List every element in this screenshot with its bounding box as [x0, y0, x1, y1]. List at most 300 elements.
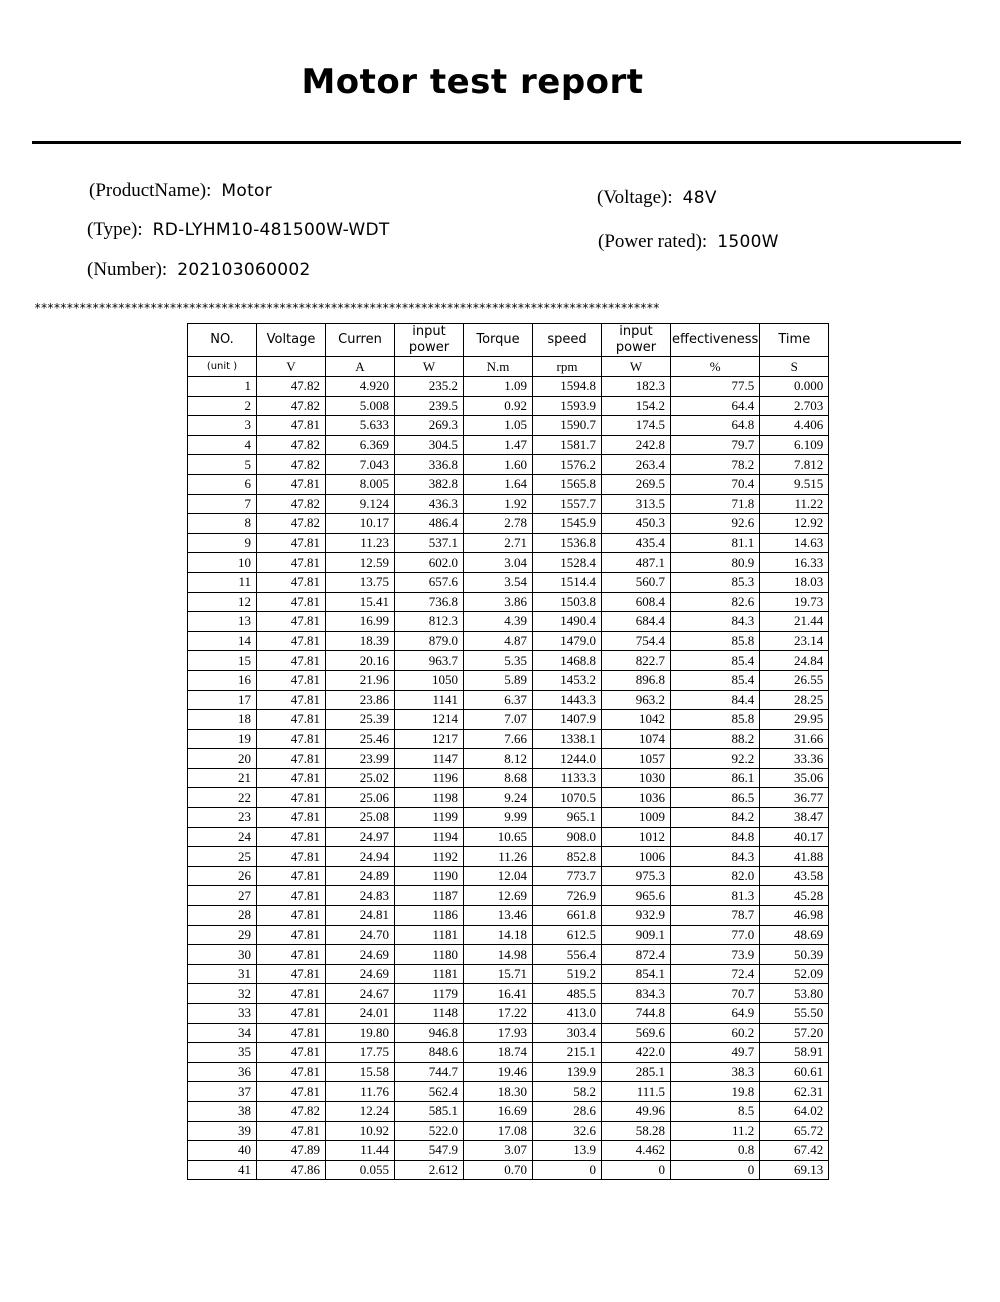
table-cell: 49.96	[602, 1101, 671, 1121]
title-divider	[32, 141, 961, 144]
header-voltage: Voltage	[257, 324, 326, 357]
table-cell: 1133.3	[533, 768, 602, 788]
table-cell: 313.5	[602, 494, 671, 514]
table-cell: 21	[188, 768, 257, 788]
table-cell: 18.30	[464, 1082, 533, 1102]
table-cell: 11	[188, 572, 257, 592]
table-cell: 154.2	[602, 396, 671, 416]
table-cell: 86.1	[671, 768, 760, 788]
table-cell: 1490.4	[533, 612, 602, 632]
table-cell: 269.3	[395, 416, 464, 436]
table-cell: 1180	[395, 945, 464, 965]
power-rated-field	[598, 231, 779, 253]
table-cell: 1198	[395, 788, 464, 808]
table-cell: 1590.7	[533, 416, 602, 436]
table-cell: 932.9	[602, 906, 671, 926]
table-row	[188, 710, 829, 730]
table-cell: 25.46	[326, 729, 395, 749]
table-cell: 60.2	[671, 1023, 760, 1043]
table-cell: 21.96	[326, 670, 395, 690]
table-cell: 65.72	[760, 1121, 829, 1141]
table-cell: 78.2	[671, 455, 760, 475]
table-row	[188, 964, 829, 984]
table-cell: 1012	[602, 827, 671, 847]
table-cell: 15.71	[464, 964, 533, 984]
table-row	[188, 572, 829, 592]
table-cell: 26	[188, 866, 257, 886]
table-cell: 2.703	[760, 396, 829, 416]
table-cell: 47.81	[257, 984, 326, 1004]
table-cell: 5	[188, 455, 257, 475]
table-cell: 547.9	[395, 1141, 464, 1161]
table-cell: 47.81	[257, 906, 326, 926]
table-cell: 9.124	[326, 494, 395, 514]
table-cell: 49.7	[671, 1043, 760, 1063]
table-cell: 47.81	[257, 592, 326, 612]
table-cell: 1214	[395, 710, 464, 730]
table-cell: 726.9	[533, 886, 602, 906]
table-cell: 2.78	[464, 514, 533, 534]
table-cell: 612.5	[533, 925, 602, 945]
table-row	[188, 553, 829, 573]
table-cell: 85.8	[671, 631, 760, 651]
table-cell: 872.4	[602, 945, 671, 965]
table-cell: 60.61	[760, 1062, 829, 1082]
table-cell: 6.109	[760, 435, 829, 455]
table-cell: 1006	[602, 847, 671, 867]
table-cell: 537.1	[395, 533, 464, 553]
table-cell: 40	[188, 1141, 257, 1161]
table-cell: 24.69	[326, 945, 395, 965]
table-row	[188, 1121, 829, 1141]
table-cell: 47.81	[257, 533, 326, 553]
table-cell: 84.4	[671, 690, 760, 710]
table-cell: 47.82	[257, 1101, 326, 1121]
table-cell: 77.0	[671, 925, 760, 945]
table-cell: 84.3	[671, 847, 760, 867]
table-cell: 23.14	[760, 631, 829, 651]
table-cell: 965.1	[533, 808, 602, 828]
table-cell: 0	[602, 1160, 671, 1180]
table-cell: 92.6	[671, 514, 760, 534]
table-cell: 7.07	[464, 710, 533, 730]
asterisk-separator: *************************************************************************************************	[34, 301, 660, 315]
table-cell: 73.9	[671, 945, 760, 965]
table-cell: 71.8	[671, 494, 760, 514]
table-cell: 47.81	[257, 1023, 326, 1043]
table-cell: 35	[188, 1043, 257, 1063]
table-cell: 235.2	[395, 377, 464, 397]
table-cell: 9.99	[464, 808, 533, 828]
table-cell: 47.81	[257, 925, 326, 945]
table-cell: 57.20	[760, 1023, 829, 1043]
table-row	[188, 729, 829, 749]
table-cell: 24.01	[326, 1004, 395, 1024]
table-cell: 1186	[395, 906, 464, 926]
table-cell: 82.0	[671, 866, 760, 886]
table-cell: 15	[188, 651, 257, 671]
table-cell: 70.7	[671, 984, 760, 1004]
table-cell: 0.000	[760, 377, 829, 397]
table-cell: 1196	[395, 768, 464, 788]
table-cell: 435.4	[602, 533, 671, 553]
table-cell: 23	[188, 808, 257, 828]
table-cell: 909.1	[602, 925, 671, 945]
table-cell: 19.73	[760, 592, 829, 612]
table-cell: 908.0	[533, 827, 602, 847]
table-cell: 963.2	[602, 690, 671, 710]
header-effectiveness: effectiveness	[671, 324, 760, 357]
table-cell: 52.09	[760, 964, 829, 984]
table-cell: 1190	[395, 866, 464, 886]
table-cell: 38	[188, 1101, 257, 1121]
table-cell: 1187	[395, 886, 464, 906]
number-field	[87, 259, 311, 281]
table-cell: 13.46	[464, 906, 533, 926]
table-cell: 3.54	[464, 572, 533, 592]
table-cell: 4.406	[760, 416, 829, 436]
table-row	[188, 494, 829, 514]
table-cell: 3	[188, 416, 257, 436]
table-cell: 28.6	[533, 1101, 602, 1121]
table-row	[188, 1141, 829, 1161]
number-value: 202103060002	[177, 260, 311, 280]
table-cell: 11.26	[464, 847, 533, 867]
table-cell: 41.88	[760, 847, 829, 867]
table-cell: 9.24	[464, 788, 533, 808]
table-cell: 4.920	[326, 377, 395, 397]
type-value: RD-LYHM10-481500W-WDT	[152, 220, 390, 240]
table-cell: 3.86	[464, 592, 533, 612]
table-cell: 47.81	[257, 1082, 326, 1102]
table-row	[188, 670, 829, 690]
table-cell: 848.6	[395, 1043, 464, 1063]
table-row	[188, 788, 829, 808]
table-cell: 47.81	[257, 827, 326, 847]
table-cell: 47.81	[257, 729, 326, 749]
table-cell: 16.69	[464, 1101, 533, 1121]
table-cell: 31	[188, 964, 257, 984]
table-cell: 14.18	[464, 925, 533, 945]
table-cell: 70.4	[671, 474, 760, 494]
table-cell: 8.5	[671, 1101, 760, 1121]
table-cell: 24.97	[326, 827, 395, 847]
table-cell: 32.6	[533, 1121, 602, 1141]
table-cell: 27	[188, 886, 257, 906]
table-cell: 31.66	[760, 729, 829, 749]
table-cell: 17	[188, 690, 257, 710]
table-cell: 24.84	[760, 651, 829, 671]
table-cell: 47.82	[257, 435, 326, 455]
table-cell: 965.6	[602, 886, 671, 906]
table-cell: 6	[188, 474, 257, 494]
table-cell: 80.9	[671, 553, 760, 573]
table-cell: 946.8	[395, 1023, 464, 1043]
table-cell: 585.1	[395, 1101, 464, 1121]
table-cell: 25.02	[326, 768, 395, 788]
unit-cell: V	[257, 357, 326, 377]
table-cell: 62.31	[760, 1082, 829, 1102]
header-speed: speed	[533, 324, 602, 357]
table-cell: 8.68	[464, 768, 533, 788]
table-cell: 1244.0	[533, 749, 602, 769]
table-cell: 47.81	[257, 808, 326, 828]
table-cell: 40.17	[760, 827, 829, 847]
table-cell: 8	[188, 514, 257, 534]
table-cell: 29.95	[760, 710, 829, 730]
table-cell: 47.81	[257, 1062, 326, 1082]
table-cell: 6.37	[464, 690, 533, 710]
table-cell: 58.91	[760, 1043, 829, 1063]
table-cell: 2.71	[464, 533, 533, 553]
table-cell: 39	[188, 1121, 257, 1141]
table-cell: 58.2	[533, 1082, 602, 1102]
table-cell: 22	[188, 788, 257, 808]
table-cell: 69.13	[760, 1160, 829, 1180]
table-cell: 5.008	[326, 396, 395, 416]
table-cell: 64.8	[671, 416, 760, 436]
table-cell: 47.81	[257, 612, 326, 632]
table-cell: 23.99	[326, 749, 395, 769]
table-cell: 0.055	[326, 1160, 395, 1180]
product-name-field	[89, 180, 272, 202]
table-cell: 1.60	[464, 455, 533, 475]
table-cell: 0.92	[464, 396, 533, 416]
table-cell: 436.3	[395, 494, 464, 514]
power-rated-label: (Power rated):	[598, 231, 708, 252]
table-cell: 1557.7	[533, 494, 602, 514]
table-cell: 64.02	[760, 1101, 829, 1121]
table-body	[188, 377, 829, 1180]
table-cell: 19.46	[464, 1062, 533, 1082]
table-cell: 1074	[602, 729, 671, 749]
table-cell: 47.86	[257, 1160, 326, 1180]
table-cell: 85.8	[671, 710, 760, 730]
table-cell: 269.5	[602, 474, 671, 494]
table-cell: 47.81	[257, 553, 326, 573]
table-cell: 47.81	[257, 1043, 326, 1063]
table-row	[188, 533, 829, 553]
table-cell: 36	[188, 1062, 257, 1082]
unit-cell: rpm	[533, 357, 602, 377]
table-row	[188, 984, 829, 1004]
table-cell: 303.4	[533, 1023, 602, 1043]
table-cell: 0.8	[671, 1141, 760, 1161]
table-cell: 450.3	[602, 514, 671, 534]
table-cell: 10.65	[464, 827, 533, 847]
table-cell: 1148	[395, 1004, 464, 1024]
table-cell: 11.23	[326, 533, 395, 553]
table-cell: 684.4	[602, 612, 671, 632]
table-cell: 47.81	[257, 710, 326, 730]
table-cell: 47.81	[257, 866, 326, 886]
table-cell: 486.4	[395, 514, 464, 534]
table-cell: 17.75	[326, 1043, 395, 1063]
table-row	[188, 396, 829, 416]
table-cell: 47.81	[257, 886, 326, 906]
table-cell: 7.812	[760, 455, 829, 475]
table-row	[188, 1004, 829, 1024]
voltage-label: (Voltage):	[597, 187, 673, 208]
table-cell: 1194	[395, 827, 464, 847]
table-cell: 47.82	[257, 514, 326, 534]
table-row	[188, 1160, 829, 1180]
table-cell: 4.462	[602, 1141, 671, 1161]
table-cell: 487.1	[602, 553, 671, 573]
table-cell: 47.81	[257, 416, 326, 436]
table-cell: 1009	[602, 808, 671, 828]
table-cell: 36.77	[760, 788, 829, 808]
table-cell: 17.08	[464, 1121, 533, 1141]
table-cell: 569.6	[602, 1023, 671, 1043]
table-cell: 47.81	[257, 474, 326, 494]
table-cell: 47.81	[257, 572, 326, 592]
table-cell: 47.82	[257, 377, 326, 397]
table-cell: 47.81	[257, 670, 326, 690]
table-cell: 736.8	[395, 592, 464, 612]
table-cell: 82.6	[671, 592, 760, 612]
table-cell: 12.69	[464, 886, 533, 906]
table-cell: 25.06	[326, 788, 395, 808]
table-row	[188, 1062, 829, 1082]
table-cell: 25.39	[326, 710, 395, 730]
table-cell: 84.2	[671, 808, 760, 828]
table-cell: 1503.8	[533, 592, 602, 612]
table-cell: 81.3	[671, 886, 760, 906]
table-cell: 7	[188, 494, 257, 514]
table-cell: 485.5	[533, 984, 602, 1004]
table-cell: 422.0	[602, 1043, 671, 1063]
table-cell: 85.3	[671, 572, 760, 592]
table-cell: 5.89	[464, 670, 533, 690]
table-cell: 382.8	[395, 474, 464, 494]
table-cell: 1179	[395, 984, 464, 1004]
number-label: (Number):	[87, 259, 168, 280]
table-cell: 24.89	[326, 866, 395, 886]
table-cell: 4.87	[464, 631, 533, 651]
unit-cell: (unit )	[188, 357, 257, 377]
table-cell: 12.04	[464, 866, 533, 886]
table-row	[188, 925, 829, 945]
table-cell: 32	[188, 984, 257, 1004]
table-cell: 17.22	[464, 1004, 533, 1024]
table-cell: 17.93	[464, 1023, 533, 1043]
table-row	[188, 690, 829, 710]
table-cell: 556.4	[533, 945, 602, 965]
table-cell: 12.92	[760, 514, 829, 534]
table-cell: 2.612	[395, 1160, 464, 1180]
unit-cell: W	[395, 357, 464, 377]
table-cell: 336.8	[395, 455, 464, 475]
table-cell: 47.81	[257, 945, 326, 965]
table-cell: 1576.2	[533, 455, 602, 475]
table-cell: 661.8	[533, 906, 602, 926]
table-row	[188, 749, 829, 769]
table-cell: 12.24	[326, 1101, 395, 1121]
table-cell: 1.09	[464, 377, 533, 397]
table-cell: 47.82	[257, 494, 326, 514]
table-cell: 13	[188, 612, 257, 632]
table-cell: 15.58	[326, 1062, 395, 1082]
table-row	[188, 377, 829, 397]
table-cell: 975.3	[602, 866, 671, 886]
power-rated-value: 1500W	[717, 232, 779, 252]
type-label: (Type):	[87, 219, 143, 240]
voltage-field	[597, 187, 717, 209]
table-cell: 47.81	[257, 768, 326, 788]
table-cell: 38.47	[760, 808, 829, 828]
table-cell: 1565.8	[533, 474, 602, 494]
table-row	[188, 416, 829, 436]
table-cell: 1545.9	[533, 514, 602, 534]
table-cell: 8.12	[464, 749, 533, 769]
table-row	[188, 474, 829, 494]
table-cell: 754.4	[602, 631, 671, 651]
table-cell: 896.8	[602, 670, 671, 690]
table-cell: 47.81	[257, 788, 326, 808]
table-cell: 85.4	[671, 651, 760, 671]
table-cell: 24.81	[326, 906, 395, 926]
table-cell: 18	[188, 710, 257, 730]
table-cell: 10.92	[326, 1121, 395, 1141]
table-cell: 182.3	[602, 377, 671, 397]
table-row	[188, 612, 829, 632]
table-cell: 24	[188, 827, 257, 847]
table-cell: 14.63	[760, 533, 829, 553]
table-cell: 64.9	[671, 1004, 760, 1024]
table-cell: 602.0	[395, 553, 464, 573]
table-cell: 67.42	[760, 1141, 829, 1161]
table-cell: 14	[188, 631, 257, 651]
table-cell: 562.4	[395, 1082, 464, 1102]
table-cell: 1536.8	[533, 533, 602, 553]
table-cell: 20.16	[326, 651, 395, 671]
table-cell: 15.41	[326, 592, 395, 612]
table-cell: 21.44	[760, 612, 829, 632]
table-cell: 963.7	[395, 651, 464, 671]
table-cell: 1192	[395, 847, 464, 867]
header-input-power: input power	[395, 324, 464, 357]
table-cell: 263.4	[602, 455, 671, 475]
table-cell: 822.7	[602, 651, 671, 671]
table-cell: 35.06	[760, 768, 829, 788]
table-cell: 23.86	[326, 690, 395, 710]
table-cell: 46.98	[760, 906, 829, 926]
table-cell: 47.89	[257, 1141, 326, 1161]
table-cell: 608.4	[602, 592, 671, 612]
table-cell: 13.9	[533, 1141, 602, 1161]
table-row	[188, 827, 829, 847]
table-cell: 1468.8	[533, 651, 602, 671]
table-cell: 2	[188, 396, 257, 416]
table-row	[188, 1023, 829, 1043]
table-cell: 1042	[602, 710, 671, 730]
table-cell: 24.94	[326, 847, 395, 867]
table-cell: 84.8	[671, 827, 760, 847]
table-cell: 1407.9	[533, 710, 602, 730]
unit-cell: S	[760, 357, 829, 377]
table-row	[188, 435, 829, 455]
table-cell: 48.69	[760, 925, 829, 945]
table-cell: 1	[188, 377, 257, 397]
table-cell: 85.4	[671, 670, 760, 690]
table-cell: 9.515	[760, 474, 829, 494]
table-cell: 10	[188, 553, 257, 573]
table-row	[188, 1101, 829, 1121]
table-cell: 16.41	[464, 984, 533, 1004]
table-cell: 25	[188, 847, 257, 867]
table-row	[188, 651, 829, 671]
